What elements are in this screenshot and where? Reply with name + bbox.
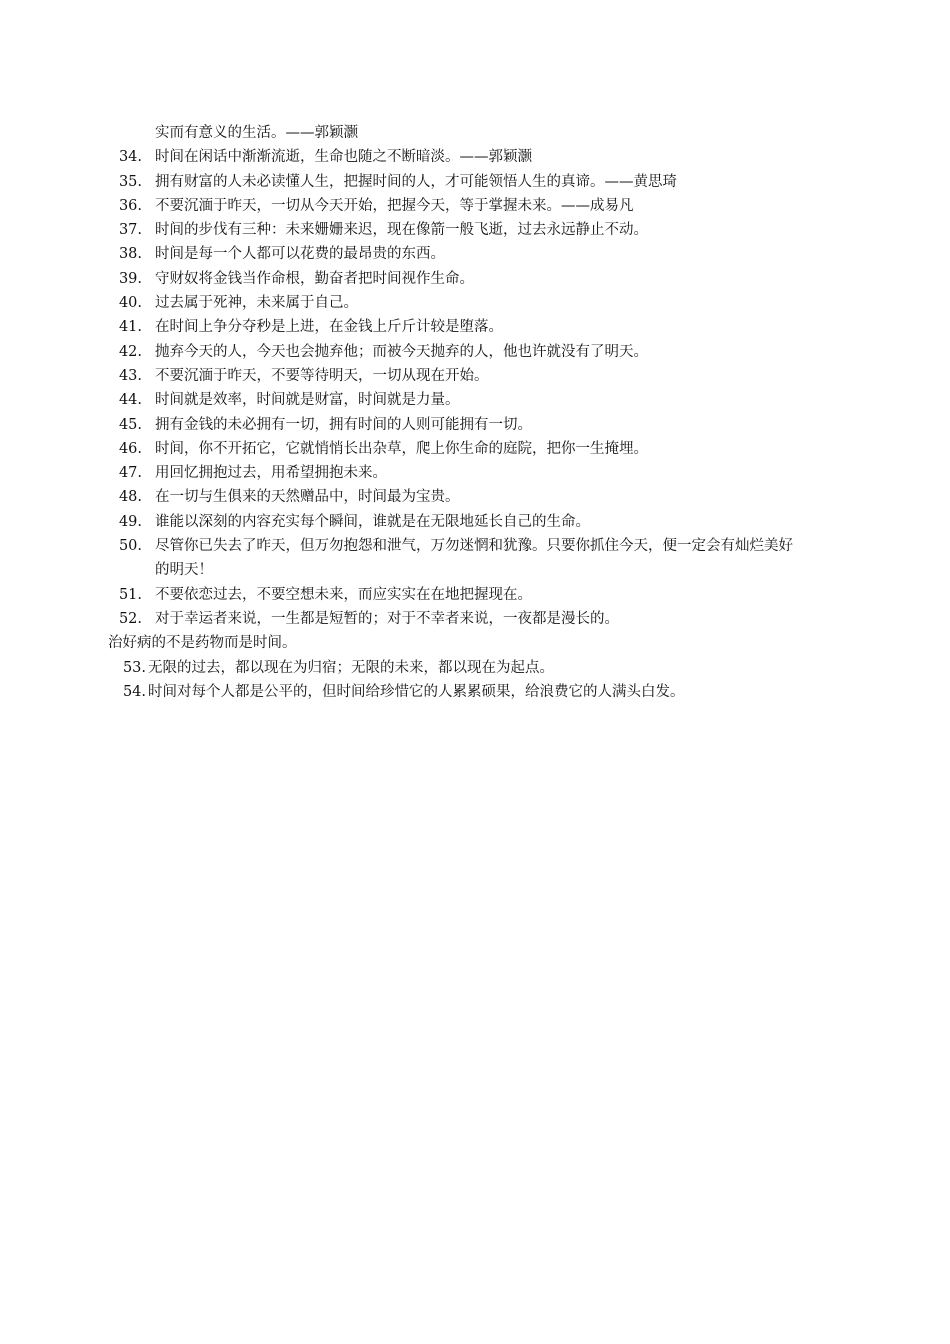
list-item-continuation: [0, 121, 950, 145]
quote-text: 不要依恋过去，不要空想未来，而应实实在在地把握现在。: [155, 586, 532, 603]
item-number: 43.: [118, 367, 142, 384]
item-number: 42.: [118, 343, 142, 360]
list-item: [0, 461, 950, 485]
item-number: 54.: [122, 683, 146, 700]
quote-text: 不要沉湎于昨天，不要等待明天，一切从现在开始。: [155, 367, 489, 384]
quote-list: [0, 121, 950, 704]
list-item: [0, 437, 950, 461]
list-item: [0, 364, 950, 388]
quote-text: 用回忆拥抱过去，用希望拥抱未来。: [155, 465, 387, 482]
quote-text: 时间在闲话中渐渐流逝，生命也随之不断暗淡。——郭颖灏: [155, 149, 532, 166]
list-item: [0, 583, 950, 607]
list-item: [0, 388, 950, 412]
list-item: [0, 534, 950, 558]
quote-text: 的明天！: [155, 562, 213, 579]
list-item: [0, 291, 950, 315]
item-number: 50.: [118, 538, 142, 555]
item-number: 49.: [118, 513, 142, 530]
item-number: 46.: [118, 440, 142, 457]
list-item: [0, 340, 950, 364]
list-item: [0, 170, 950, 194]
item-number: 37.: [118, 222, 142, 239]
item-number: 44.: [118, 392, 142, 409]
list-item: [0, 242, 950, 266]
quote-text: 时间是每一个人都可以花费的最昂贵的东西。: [155, 246, 445, 263]
quote-text: 过去属于死神，未来属于自己。: [155, 295, 358, 312]
list-item-continuation: [0, 558, 950, 582]
quote-text: 时间的步伐有三种：未来姗姗来迟，现在像箭一般飞逝，过去永远静止不动。: [155, 222, 648, 239]
quote-text: 守财奴将金钱当作命根，勤奋者把时间视作生命。: [155, 270, 474, 287]
item-number: 45.: [118, 416, 142, 433]
list-item: [0, 485, 950, 509]
list-item: [0, 510, 950, 534]
item-number: 52.: [118, 610, 142, 627]
list-item: [0, 607, 950, 631]
item-number: 51.: [118, 586, 142, 603]
quote-text: 不要沉湎于昨天，一切从今天开始，把握今天，等于掌握未来。——成易凡: [155, 197, 634, 214]
item-number: 39.: [118, 270, 142, 287]
quote-text: 拥有财富的人未必读懂人生，把握时间的人，才可能领悟人生的真谛。——黄思琦: [155, 173, 677, 190]
list-item: [0, 267, 950, 291]
quote-text: 尽管你已失去了昨天，但万勿抱怨和泄气，万勿迷惘和犹豫。只要你抓住今天，便一定会有灿烂美好: [155, 538, 793, 555]
quote-text: 在时间上争分夺秒是上进，在金钱上斤斤计较是堕落。: [155, 319, 503, 336]
quote-text: 治好病的不是药物而是时间。: [108, 635, 297, 652]
list-item: [0, 656, 950, 680]
quote-text: 谁能以深刻的内容充实每个瞬间，谁就是在无限地延长自己的生命。: [155, 513, 590, 530]
quote-text: 实而有意义的生活。——郭颖灏: [155, 125, 358, 141]
list-item: [0, 194, 950, 218]
list-item: [0, 145, 950, 169]
quote-text: 抛弃今天的人，今天也会抛弃他；而被今天抛弃的人，他也许就没有了明天。: [155, 343, 648, 360]
list-item: [0, 218, 950, 242]
quote-text: 在一切与生俱来的天然赠品中，时间最为宝贵。: [155, 489, 460, 506]
list-item: [0, 315, 950, 339]
plain-paragraph: [0, 631, 950, 655]
quote-text: 时间就是效率，时间就是财富，时间就是力量。: [155, 392, 460, 409]
item-number: 48.: [118, 489, 142, 506]
item-number: 40.: [118, 295, 142, 312]
item-number: 53.: [122, 659, 146, 676]
quote-text: 对于幸运者来说，一生都是短暂的；对于不幸者来说，一夜都是漫长的。: [155, 610, 619, 627]
item-number: 38.: [118, 246, 142, 263]
item-number: 34.: [118, 149, 142, 166]
list-item: [0, 413, 950, 437]
item-number: 47.: [118, 465, 142, 482]
item-number: 41.: [118, 319, 142, 336]
quote-text: 时间，你不开拓它，它就悄悄长出杂草，爬上你生命的庭院，把你一生掩埋。: [155, 440, 648, 457]
item-number: 35.: [118, 173, 142, 190]
item-number: 36.: [118, 197, 142, 214]
list-item: [0, 680, 950, 704]
quote-text: 拥有金钱的未必拥有一切，拥有时间的人则可能拥有一切。: [155, 416, 532, 433]
quote-text: 无限的过去，都以现在为归宿；无限的未来，都以现在为起点。: [148, 659, 554, 676]
quote-text: 时间对每个人都是公平的，但时间给珍惜它的人累累硕果，给浪费它的人满头白发。: [148, 683, 685, 700]
